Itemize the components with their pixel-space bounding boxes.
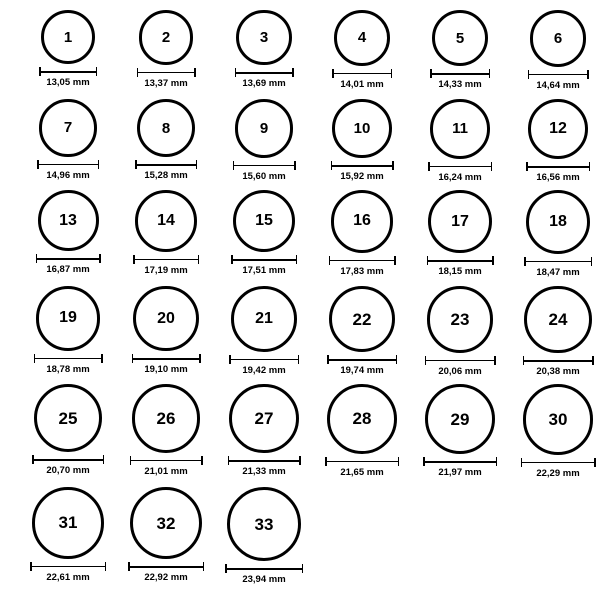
ring-size-number: 6 [553, 29, 563, 47]
diameter-measure-bar [327, 355, 397, 364]
ring-size-number: 23 [450, 309, 470, 329]
ring-size-number: 21 [255, 309, 273, 327]
ring-size-cell [116, 286, 216, 375]
measure-line [132, 358, 201, 360]
measure-tick-left [327, 355, 329, 364]
diameter-label: 18,78 mm [46, 363, 90, 375]
measure-tick-right [302, 564, 304, 573]
ring-size-number: 32 [156, 513, 176, 533]
measure-tick-left [39, 67, 41, 76]
ring-size-cell [214, 99, 314, 181]
ring-size-number: 7 [63, 119, 73, 137]
diameter-label: 21,33 mm [242, 466, 286, 478]
ring-size-number: 9 [259, 119, 269, 137]
ring-size-cell [18, 10, 118, 88]
ring-circle-wrapper [130, 487, 202, 559]
ring-size-cell [410, 384, 510, 478]
measure-tick-left [430, 69, 432, 78]
ring-size-cell [116, 190, 216, 275]
ring-circle-wrapper [41, 10, 95, 64]
diameter-label: 13,37 mm [144, 77, 188, 89]
measure-tick-right [99, 254, 101, 263]
ring-size-number: 8 [161, 119, 171, 137]
measure-tick-left [526, 162, 528, 171]
ring-circle-icon [327, 384, 397, 454]
measure-tick-left [521, 458, 523, 467]
diameter-measure-bar [37, 160, 99, 169]
diameter-measure-bar [325, 457, 399, 466]
ring-circle-icon [428, 190, 491, 253]
diameter-measure-bar [137, 68, 196, 77]
diameter-label: 20,38 mm [536, 366, 580, 378]
measure-tick-left [225, 564, 227, 573]
ring-circle-icon [34, 384, 102, 452]
ring-circle-icon [231, 286, 297, 352]
ring-size-cell [18, 99, 118, 180]
measure-line [36, 258, 101, 260]
measure-line [524, 261, 592, 263]
measure-tick-right [489, 69, 491, 78]
measure-line [528, 74, 589, 76]
diameter-label: 15,28 mm [144, 170, 188, 182]
measure-tick-left [128, 562, 130, 571]
diameter-measure-bar [231, 255, 297, 264]
diameter-label: 16,24 mm [438, 171, 482, 183]
ring-circle-icon [139, 10, 194, 65]
diameter-label: 17,83 mm [340, 265, 384, 277]
measure-line [521, 462, 596, 464]
ring-size-cell [508, 384, 600, 478]
diameter-label: 17,19 mm [144, 264, 188, 276]
ring-circle-wrapper [329, 286, 395, 352]
measure-tick-right [391, 69, 393, 78]
ring-circle-wrapper [327, 384, 397, 454]
ring-circle-icon [334, 10, 390, 66]
measure-tick-right [198, 255, 200, 264]
measure-line [423, 461, 497, 463]
diameter-label: 14,01 mm [340, 78, 384, 90]
diameter-measure-bar [30, 562, 106, 571]
ring-circle-wrapper [332, 99, 391, 158]
ring-circle-icon [133, 286, 198, 351]
diameter-label: 15,60 mm [242, 170, 286, 182]
measure-tick-right [96, 67, 98, 76]
diameter-measure-bar [521, 458, 596, 467]
ring-size-number: 33 [254, 514, 274, 534]
measure-tick-left [235, 68, 237, 77]
ring-circle-wrapper [432, 10, 488, 66]
measure-tick-right [592, 356, 594, 365]
ring-size-number: 15 [255, 212, 273, 230]
diameter-measure-bar [228, 456, 301, 465]
measure-tick-right [589, 162, 591, 171]
ring-circle-wrapper [331, 190, 394, 253]
diameter-measure-bar [235, 68, 294, 77]
ring-circle-wrapper [132, 384, 201, 453]
measure-tick-right [396, 355, 398, 364]
diameter-measure-bar [233, 161, 296, 170]
measure-line [133, 259, 199, 261]
diameter-measure-bar [524, 257, 592, 266]
measure-line [235, 72, 294, 74]
ring-circle-icon [331, 190, 394, 253]
diameter-label: 22,61 mm [46, 571, 90, 583]
measure-line [231, 259, 297, 261]
diameter-measure-bar [128, 562, 204, 571]
measure-line [37, 164, 99, 166]
diameter-label: 22,92 mm [144, 572, 188, 584]
ring-circle-wrapper [135, 190, 197, 252]
measure-tick-left [32, 455, 34, 464]
measure-tick-left [427, 256, 429, 265]
ring-circle-wrapper [427, 286, 494, 353]
ring-size-cell [214, 286, 314, 375]
ring-circle-icon [530, 10, 587, 67]
measure-line [427, 260, 494, 262]
measure-tick-right [294, 161, 296, 170]
measure-tick-left [133, 255, 135, 264]
ring-circle-icon [36, 286, 101, 351]
measure-tick-right [491, 162, 493, 171]
diameter-label: 17,51 mm [242, 265, 286, 277]
ring-circle-icon [526, 190, 590, 254]
ring-size-number: 11 [452, 120, 468, 138]
ring-size-number: 30 [548, 409, 568, 429]
ring-circle-wrapper [231, 286, 297, 352]
ring-size-cell [18, 487, 118, 582]
measure-tick-right [494, 356, 496, 365]
ring-circle-wrapper [236, 10, 291, 65]
measure-tick-right [196, 160, 198, 169]
diameter-measure-bar [133, 255, 199, 264]
measure-tick-left [428, 162, 430, 171]
measure-tick-right [201, 456, 203, 465]
measure-tick-left [132, 354, 134, 363]
ring-size-cell [214, 190, 314, 276]
ring-size-cell [214, 384, 314, 477]
diameter-measure-bar [423, 457, 497, 466]
ring-size-cell [214, 487, 314, 585]
ring-circle-wrapper [137, 99, 195, 157]
diameter-label: 20,70 mm [46, 465, 90, 477]
diameter-measure-bar [428, 162, 492, 171]
measure-tick-right [298, 355, 300, 364]
measure-line [39, 71, 97, 73]
ring-size-number: 26 [156, 408, 176, 428]
measure-tick-left [332, 69, 334, 78]
diameter-label: 21,65 mm [340, 466, 384, 478]
measure-tick-left [130, 456, 132, 465]
ring-circle-wrapper [235, 99, 294, 158]
measure-line [135, 164, 197, 166]
measure-tick-right [394, 256, 396, 265]
measure-line [137, 72, 196, 74]
ring-circle-icon [132, 384, 201, 453]
ring-circle-icon [432, 10, 488, 66]
diameter-measure-bar [32, 455, 104, 464]
diameter-measure-bar [39, 67, 97, 76]
measure-line [329, 260, 396, 262]
measure-tick-left [523, 356, 525, 365]
ring-circle-icon [135, 190, 197, 252]
measure-tick-right [492, 256, 494, 265]
diameter-label: 19,10 mm [144, 364, 188, 376]
measure-tick-left [137, 68, 139, 77]
ring-circle-wrapper [524, 286, 591, 353]
ring-size-number: 16 [353, 212, 371, 230]
ring-circle-icon [427, 286, 494, 353]
diameter-measure-bar [135, 160, 197, 169]
measure-tick-right [194, 68, 196, 77]
diameter-label: 23,94 mm [242, 574, 286, 585]
ring-size-number: 27 [254, 409, 274, 429]
diameter-label: 22,29 mm [536, 467, 580, 479]
ring-circle-icon [233, 190, 295, 252]
measure-tick-left [331, 161, 333, 170]
ring-size-cell [312, 190, 412, 276]
diameter-label: 21,97 mm [438, 467, 482, 479]
diameter-measure-bar [331, 161, 394, 170]
ring-size-number: 28 [352, 409, 372, 429]
measure-tick-left [37, 160, 39, 169]
ring-size-number: 24 [548, 310, 568, 330]
measure-tick-left [135, 160, 137, 169]
measure-tick-left [228, 456, 230, 465]
ring-circle-icon [38, 190, 99, 251]
ring-size-cell [214, 10, 314, 89]
measure-line [523, 360, 594, 362]
measure-tick-left [524, 257, 526, 266]
ring-size-cell [410, 99, 510, 182]
ring-circle-icon [528, 99, 588, 159]
ring-size-cell [116, 10, 216, 88]
measure-tick-right [203, 562, 205, 571]
ring-circle-wrapper [528, 99, 588, 159]
ring-size-number: 31 [58, 513, 78, 533]
measure-tick-left [425, 356, 427, 365]
ring-size-number: 18 [549, 212, 567, 230]
measure-line [34, 358, 103, 360]
ring-circle-wrapper [425, 384, 495, 454]
ring-circle-icon [227, 487, 301, 561]
measure-line [128, 566, 204, 568]
diameter-measure-bar [34, 354, 103, 363]
measure-tick-right [199, 354, 201, 363]
ring-circle-icon [235, 99, 294, 158]
ring-size-number: 22 [352, 309, 372, 329]
measure-line [425, 360, 496, 362]
diameter-measure-bar [36, 254, 101, 263]
measure-line [526, 166, 590, 168]
measure-tick-right [98, 160, 100, 169]
diameter-measure-bar [425, 356, 496, 365]
ring-circle-wrapper [523, 384, 594, 455]
ring-circle-wrapper [233, 190, 295, 252]
ring-circle-wrapper [526, 190, 590, 254]
ring-size-number: 19 [59, 309, 77, 327]
measure-line [325, 461, 399, 463]
diameter-measure-bar [332, 69, 392, 78]
ring-size-cell [18, 190, 118, 275]
ring-circle-icon [332, 99, 391, 158]
diameter-label: 13,05 mm [46, 77, 90, 88]
diameter-measure-bar [329, 256, 396, 265]
measure-tick-right [594, 458, 596, 467]
ring-size-number: 20 [157, 309, 175, 327]
ring-size-cell [312, 99, 412, 182]
ring-circle-wrapper [32, 487, 104, 559]
measure-tick-right [392, 161, 394, 170]
diameter-measure-bar [132, 354, 201, 363]
ring-size-number: 1 [63, 28, 73, 46]
ring-size-cell [116, 99, 216, 181]
ring-size-cell [410, 10, 510, 90]
ring-size-cell [410, 286, 510, 376]
measure-tick-right [299, 456, 301, 465]
ring-size-cell [312, 10, 412, 89]
diameter-label: 20,06 mm [438, 365, 482, 377]
diameter-label: 19,42 mm [242, 364, 286, 376]
ring-size-cell [116, 487, 216, 583]
measure-line [233, 165, 296, 167]
ring-circle-icon [137, 99, 195, 157]
measure-tick-left [36, 254, 38, 263]
diameter-measure-bar [430, 69, 490, 78]
ring-circle-icon [41, 10, 95, 64]
measure-tick-right [591, 257, 593, 266]
measure-tick-left [325, 457, 327, 466]
ring-circle-icon [32, 487, 104, 559]
ring-circle-wrapper [38, 190, 99, 251]
ring-size-cell [312, 286, 412, 376]
measure-line [430, 73, 490, 75]
ring-size-cell [410, 190, 510, 277]
measure-line [32, 459, 104, 461]
diameter-measure-bar [229, 355, 299, 364]
ring-size-cell [508, 99, 600, 183]
measure-tick-left [34, 354, 36, 363]
ring-size-cell [18, 286, 118, 374]
ring-size-cell [508, 190, 600, 277]
ring-size-number: 12 [549, 120, 567, 138]
ring-circle-wrapper [428, 190, 491, 253]
measure-line [130, 460, 203, 462]
ring-circle-icon [229, 384, 298, 453]
measure-tick-right [398, 457, 400, 466]
ring-size-number: 5 [455, 29, 465, 47]
ring-size-number: 4 [357, 29, 367, 47]
measure-line [229, 359, 299, 361]
ring-size-number: 13 [59, 211, 77, 229]
measure-tick-left [231, 255, 233, 264]
diameter-label: 18,47 mm [536, 266, 580, 278]
measure-line [428, 166, 492, 168]
measure-tick-right [103, 455, 105, 464]
measure-line [30, 566, 106, 568]
measure-line [331, 165, 394, 167]
ring-circle-icon [523, 384, 594, 455]
diameter-label: 18,15 mm [438, 266, 482, 278]
ring-size-number: 2 [161, 28, 171, 46]
measure-tick-right [296, 255, 298, 264]
measure-tick-left [423, 457, 425, 466]
ring-size-cell [116, 384, 216, 476]
diameter-label: 21,01 mm [144, 465, 188, 477]
ring-size-number: 14 [157, 211, 175, 229]
diameter-label: 14,96 mm [46, 169, 90, 181]
ring-size-number: 3 [259, 29, 269, 47]
ring-size-cell [508, 286, 600, 377]
ring-circle-wrapper [36, 286, 101, 351]
measure-tick-left [30, 562, 32, 571]
diameter-label: 15,92 mm [340, 171, 384, 183]
diameter-label: 16,56 mm [536, 172, 580, 184]
measure-tick-right [101, 354, 103, 363]
diameter-measure-bar [225, 564, 303, 573]
diameter-label: 19,74 mm [340, 365, 384, 377]
measure-tick-right [496, 457, 498, 466]
ring-circle-wrapper [227, 487, 301, 561]
measure-line [327, 359, 397, 361]
measure-tick-left [528, 70, 530, 79]
measure-tick-right [587, 70, 589, 79]
measure-tick-left [233, 161, 235, 170]
ring-circle-icon [425, 384, 495, 454]
diameter-label: 13,69 mm [242, 78, 286, 90]
ring-circle-wrapper [139, 10, 194, 65]
ring-size-number: 29 [450, 409, 470, 429]
ring-circle-wrapper [430, 99, 490, 159]
ring-circle-wrapper [334, 10, 390, 66]
measure-tick-right [105, 562, 107, 571]
measure-line [332, 73, 392, 75]
diameter-label: 16,87 mm [46, 264, 90, 275]
ring-circle-icon [329, 286, 395, 352]
ring-size-cell [508, 10, 600, 90]
ring-size-number: 17 [451, 212, 469, 230]
diameter-measure-bar [523, 356, 594, 365]
measure-line [228, 460, 301, 462]
ring-circle-icon [236, 10, 291, 65]
ring-circle-icon [430, 99, 490, 159]
measure-tick-left [329, 256, 331, 265]
ring-circle-wrapper [229, 384, 298, 453]
ring-circle-wrapper [530, 10, 587, 67]
diameter-label: 14,64 mm [536, 79, 580, 91]
ring-size-number: 25 [58, 408, 78, 428]
ring-size-cell [18, 384, 118, 476]
ring-size-cell [312, 384, 412, 477]
ring-circle-wrapper [133, 286, 198, 351]
ring-circle-wrapper [39, 99, 97, 157]
ring-circle-icon [130, 487, 202, 559]
diameter-measure-bar [528, 70, 589, 79]
diameter-measure-bar [526, 162, 590, 171]
measure-line [225, 568, 303, 570]
ring-circle-icon [524, 286, 591, 353]
diameter-measure-bar [427, 256, 494, 265]
ring-size-number: 10 [353, 120, 371, 138]
measure-tick-left [229, 355, 231, 364]
ring-circle-wrapper [34, 384, 102, 452]
measure-tick-right [292, 68, 294, 77]
ring-circle-icon [39, 99, 97, 157]
diameter-measure-bar [130, 456, 203, 465]
diameter-label: 14,33 mm [438, 79, 482, 91]
